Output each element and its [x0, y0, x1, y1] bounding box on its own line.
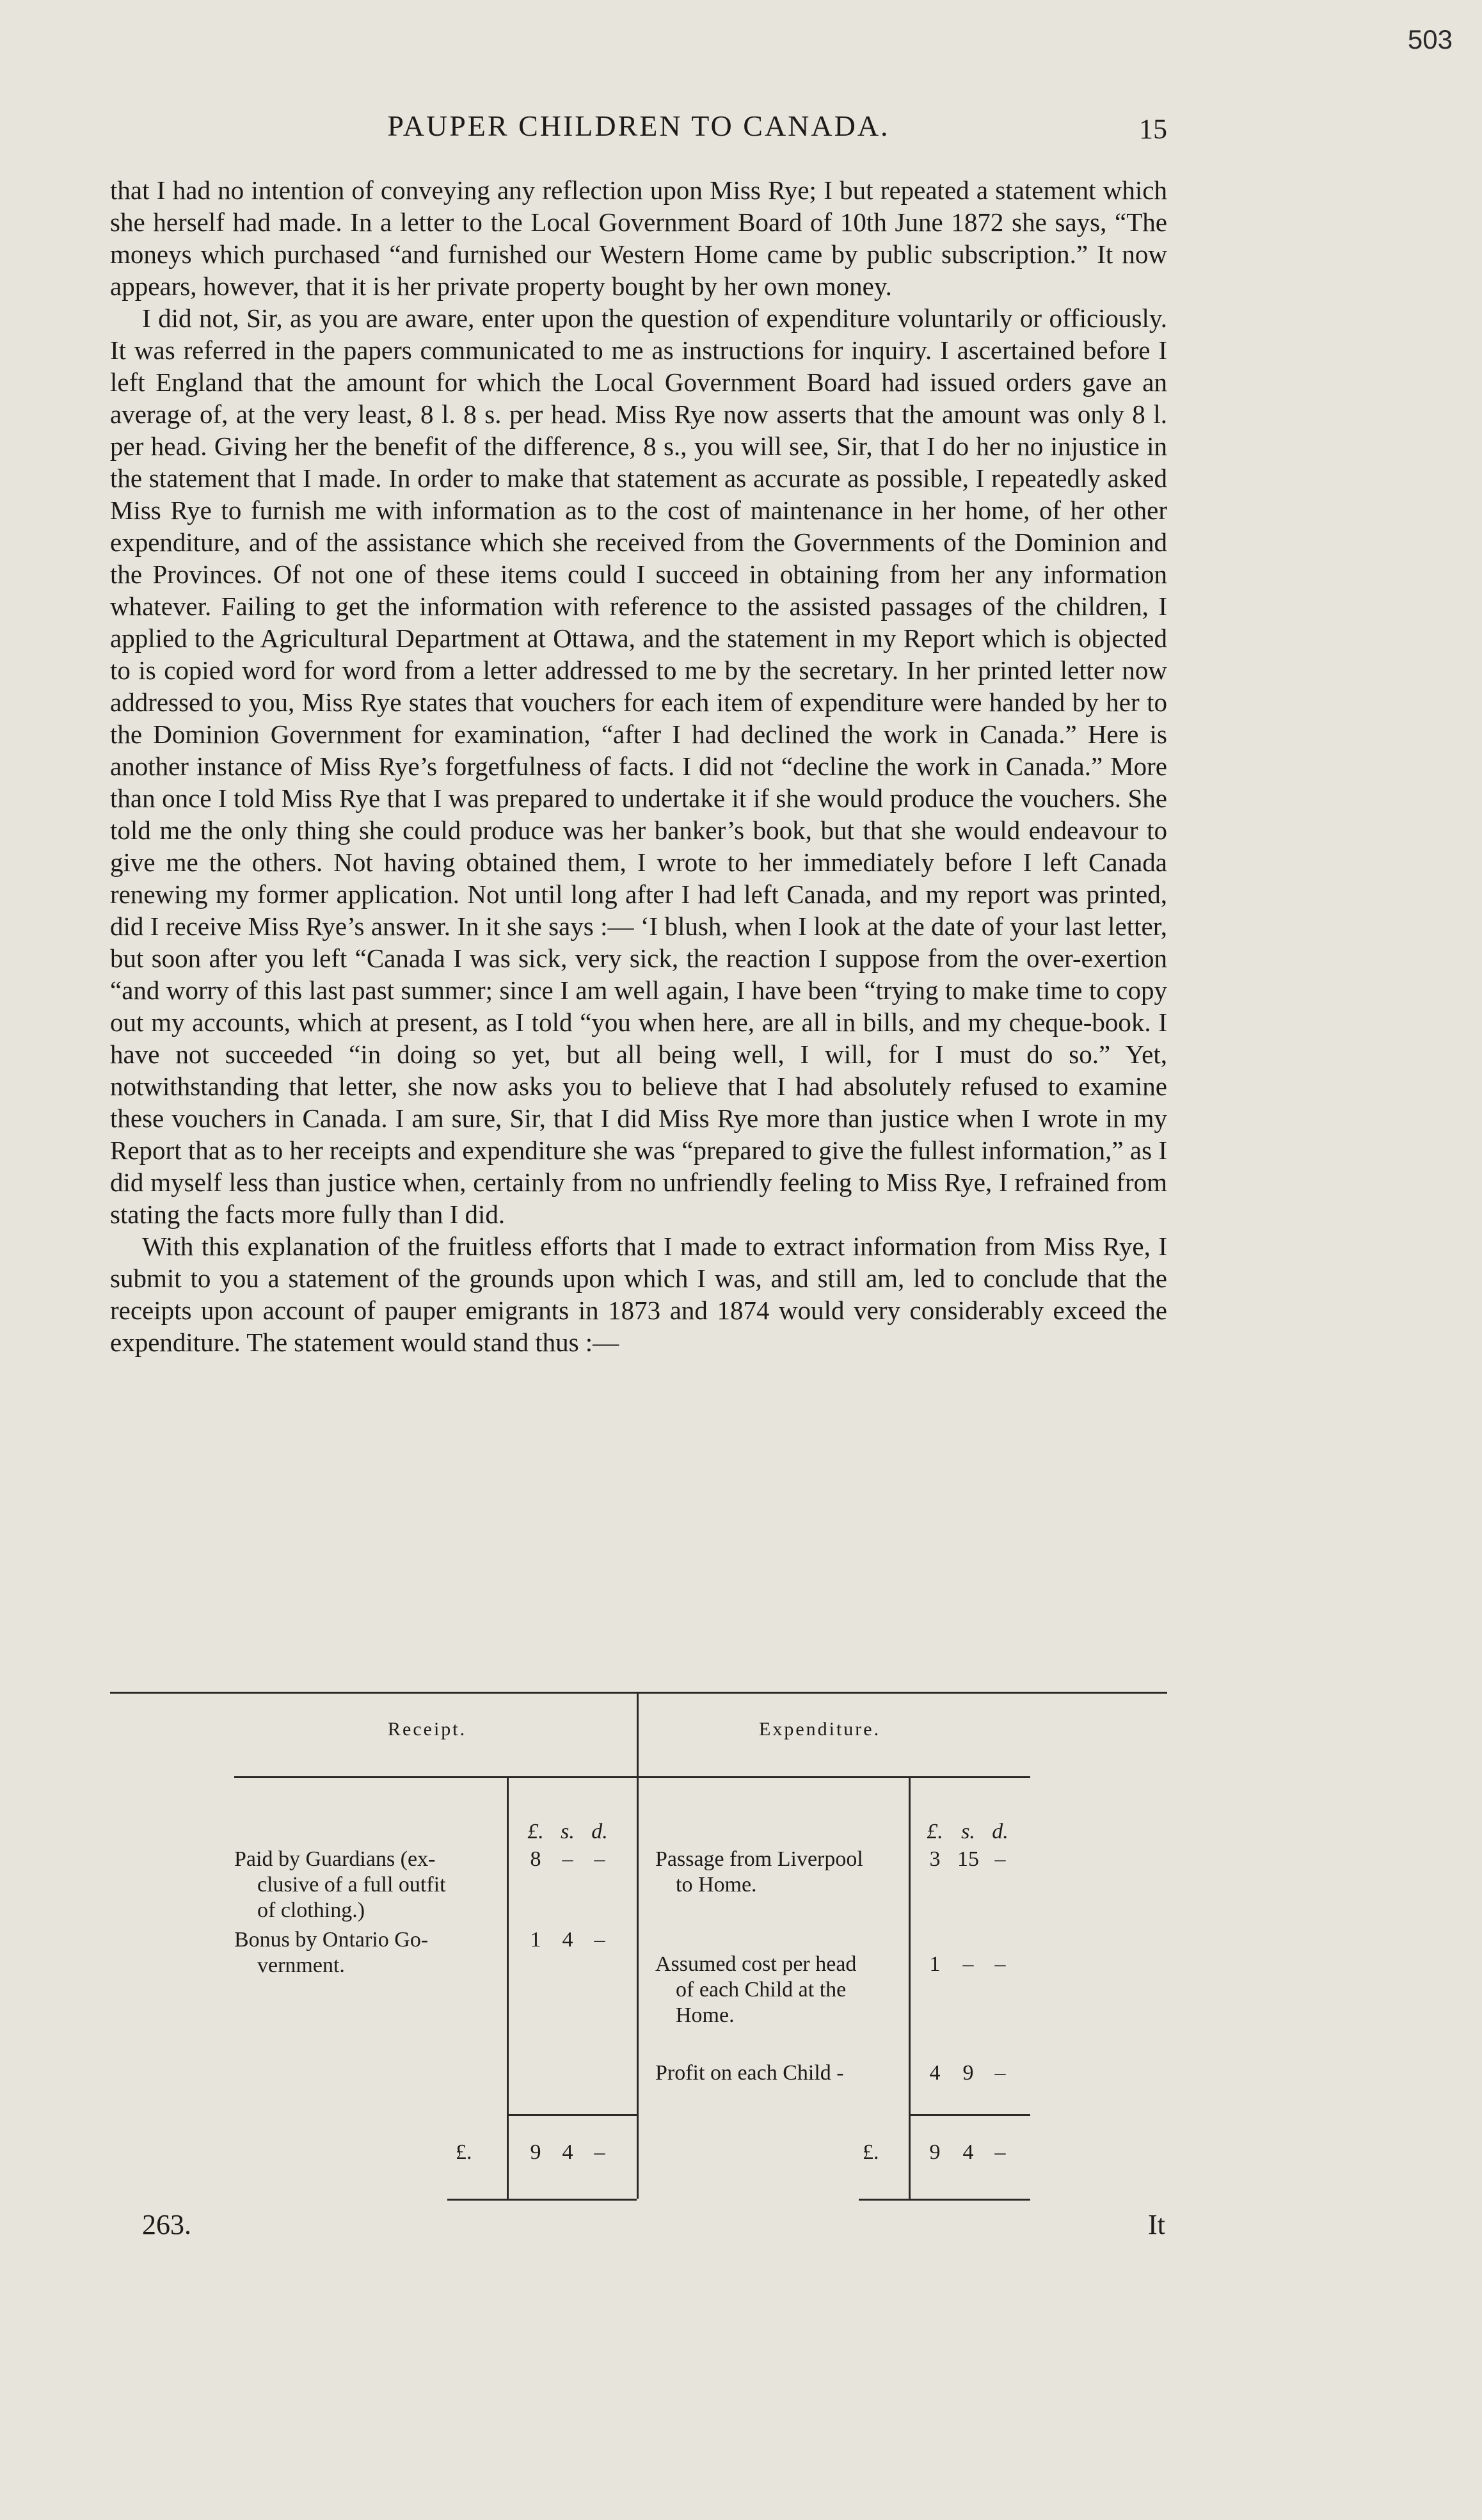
receipt-amount-rule — [507, 1776, 509, 2199]
receipt-label: clusive of a full outfit — [257, 1873, 446, 1897]
unit-shillings: s. — [561, 1820, 575, 1843]
receipt-label: of clothing.) — [257, 1898, 365, 1922]
receipt-label: vernment. — [257, 1954, 345, 1977]
receipt-bottom-rule — [447, 2199, 637, 2201]
receipt-pounds: 8 — [530, 1847, 541, 1871]
expenditure-pounds: 4 — [929, 2061, 941, 2085]
unit-pounds: £. — [527, 1820, 544, 1843]
expenditure-pounds: 3 — [929, 1847, 941, 1871]
expenditure-pounds: 1 — [929, 1952, 941, 1976]
expenditure-label: of each Child at the — [676, 1978, 847, 2002]
expenditure-amount-rule — [909, 1776, 911, 2199]
expenditure-total-shillings: 4 — [962, 2140, 974, 2164]
running-title: PAUPER CHILDREN TO CANADA. — [387, 109, 890, 142]
expenditure-bottom-rule — [859, 2199, 1030, 2201]
paragraph: I did not, Sir, as you are aware, enter upon the question of expenditure voluntarily or officiously. It was referred in the papers communicated to me as instructions for inquiry. I ascertained before I left England that the amount for which the Local Government Board had issued orders gave an average of, at the very least, 8 l. 8 s. per head. Miss Rye now asserts that the amount was only 8 l. per head. Giving her the benefit of the difference, 8 s., you will see, Sir, that I do her no injustice in the statement that I made. In order to make that statement as accurate as possible, I repeatedly asked Miss Rye to furnish me with information as to the cost of maintenance in her home, of her other expenditure, and of the assistance which she received from the Governments of the Dominion and the Provinces. Of not one of these items could I succeed in obtaining from her any information whatever. Failing to get the information with reference to the assisted passages of the children, I applied to the Agricultural Department at Ottawa, and the statement in my Report which is objected to is copied word for word from a letter addressed to me by the secretary. In her printed letter now addressed to you, Miss Rye states that vouchers for each item of expenditure were handed by her to the Dominion Government for examination, “after I had declined the work in Canada.” Here is another instance of Miss Rye’s forgetfulness of facts. I did not “decline the work in Canada.” More than once I told Miss Rye that I was prepared to undertake it if she would produce the vouchers. She told me the only thing she could produce was her banker’s book, but that she would endeavour to give me the others. Not having obtained them, I wrote to her immediately before I left Canada renewing my former application. Not until long after I had left Canada, and my report was printed, did I receive Miss Rye’s answer. In it she says :— ‘I blush, when I look at the date of your last letter, but soon after you left “Canada I was sick, very sick, the reaction I suppose from the over-exertion “and worry of this last past summer; since I am well again, I have been “trying to make time to copy out my accounts, which at present, as I told “you when here, are all in bills, and my cheque-book. I have not succeeded “in doing so yet, but all being well, I will, for I must do so.” Yet, notwithstanding that letter, she now asks you to believe that I had absolutely refused to examine these vouchers in Canada. I am sure, Sir, that I did Miss Rye more than justice when I wrote in my Report that as to her receipts and expenditure she was “prepared to give the fullest information,” as I did myself less than justice when, certainly from no unfriendly feeling to Miss Rye, I refrained from stating the facts more fully than I did. — [110, 303, 1167, 1229]
receipt-total-label: £. — [456, 2140, 472, 2164]
expenditure-total-label: £. — [863, 2140, 879, 2164]
body-text — [110, 174, 1167, 1358]
expenditure-label: Passage from Liverpool — [655, 1847, 863, 1871]
expenditure-header-rule — [639, 1776, 1030, 1778]
unit-pence: d. — [591, 1820, 608, 1843]
expenditure-label: Assumed cost per head — [655, 1952, 857, 1976]
running-head — [110, 109, 1167, 147]
folio-number: 15 — [1139, 113, 1167, 145]
catchword: It — [1148, 2209, 1165, 2240]
receipt-sum-rule — [507, 2114, 637, 2116]
expenditure-label: Home. — [676, 2003, 735, 2027]
statement-table — [110, 1692, 1167, 2204]
unit-pounds: £. — [927, 1820, 943, 1843]
expenditure-total-pounds: 9 — [929, 2140, 941, 2164]
expenditure-pence: – — [994, 1952, 1006, 1976]
expenditure-shillings: – — [962, 1952, 974, 1976]
receipt-shillings: 4 — [562, 1928, 573, 1952]
receipt-pence: – — [594, 1928, 605, 1952]
expenditure-sum-rule — [909, 2114, 1030, 2116]
receipt-total-pounds: 9 — [530, 2140, 541, 2164]
paragraph: that I had no intention of conveying any reflection upon Miss Rye; I but repeated a statement which she herself had made. In a letter to the Local Government Board of 10th June 1872 she says, “The moneys which purchased “and furnished our Western Home came by public subscription.” It now appears, however, that it is her private property bought by her own money. — [110, 175, 1167, 301]
receipt-label: Bonus by Ontario Go- — [234, 1928, 429, 1952]
page-number: 503 — [1407, 24, 1453, 54]
receipt-header-rule — [234, 1776, 637, 1778]
expenditure-label: Profit on each Child - — [655, 2061, 844, 2085]
expenditure-pence: – — [994, 1847, 1006, 1871]
table-top-rule — [110, 1692, 1167, 1694]
table-center-rule — [637, 1692, 639, 2199]
receipt-header: Receipt. — [388, 1719, 467, 1740]
receipt-total-pence: – — [594, 2140, 605, 2164]
signature-mark: 263. — [142, 2209, 191, 2240]
expenditure-shillings: 15 — [957, 1847, 979, 1871]
expenditure-shillings: 9 — [962, 2061, 974, 2085]
expenditure-total-pence: – — [994, 2140, 1006, 2164]
receipt-shillings: – — [562, 1847, 573, 1871]
paragraph: With this explanation of the fruitless efforts that I made to extract information from Miss Rye, I submit to you a statement of the grounds upon which I was, and still am, led to conclude that the receipts upon account of pauper emigrants in 1873 and 1874 would very considerably exceed the expenditure. The statement would stand thus :— — [110, 1232, 1167, 1357]
expenditure-header: Expenditure. — [759, 1719, 881, 1740]
receipt-pounds: 1 — [530, 1928, 541, 1952]
expenditure-label: to Home. — [676, 1873, 757, 1897]
receipt-pence: – — [594, 1847, 605, 1871]
receipt-total-shillings: 4 — [562, 2140, 573, 2164]
unit-shillings: s. — [961, 1820, 975, 1843]
expenditure-pence: – — [994, 2061, 1006, 2085]
unit-pence: d. — [992, 1820, 1008, 1843]
receipt-label: Paid by Guardians (ex- — [234, 1847, 436, 1871]
